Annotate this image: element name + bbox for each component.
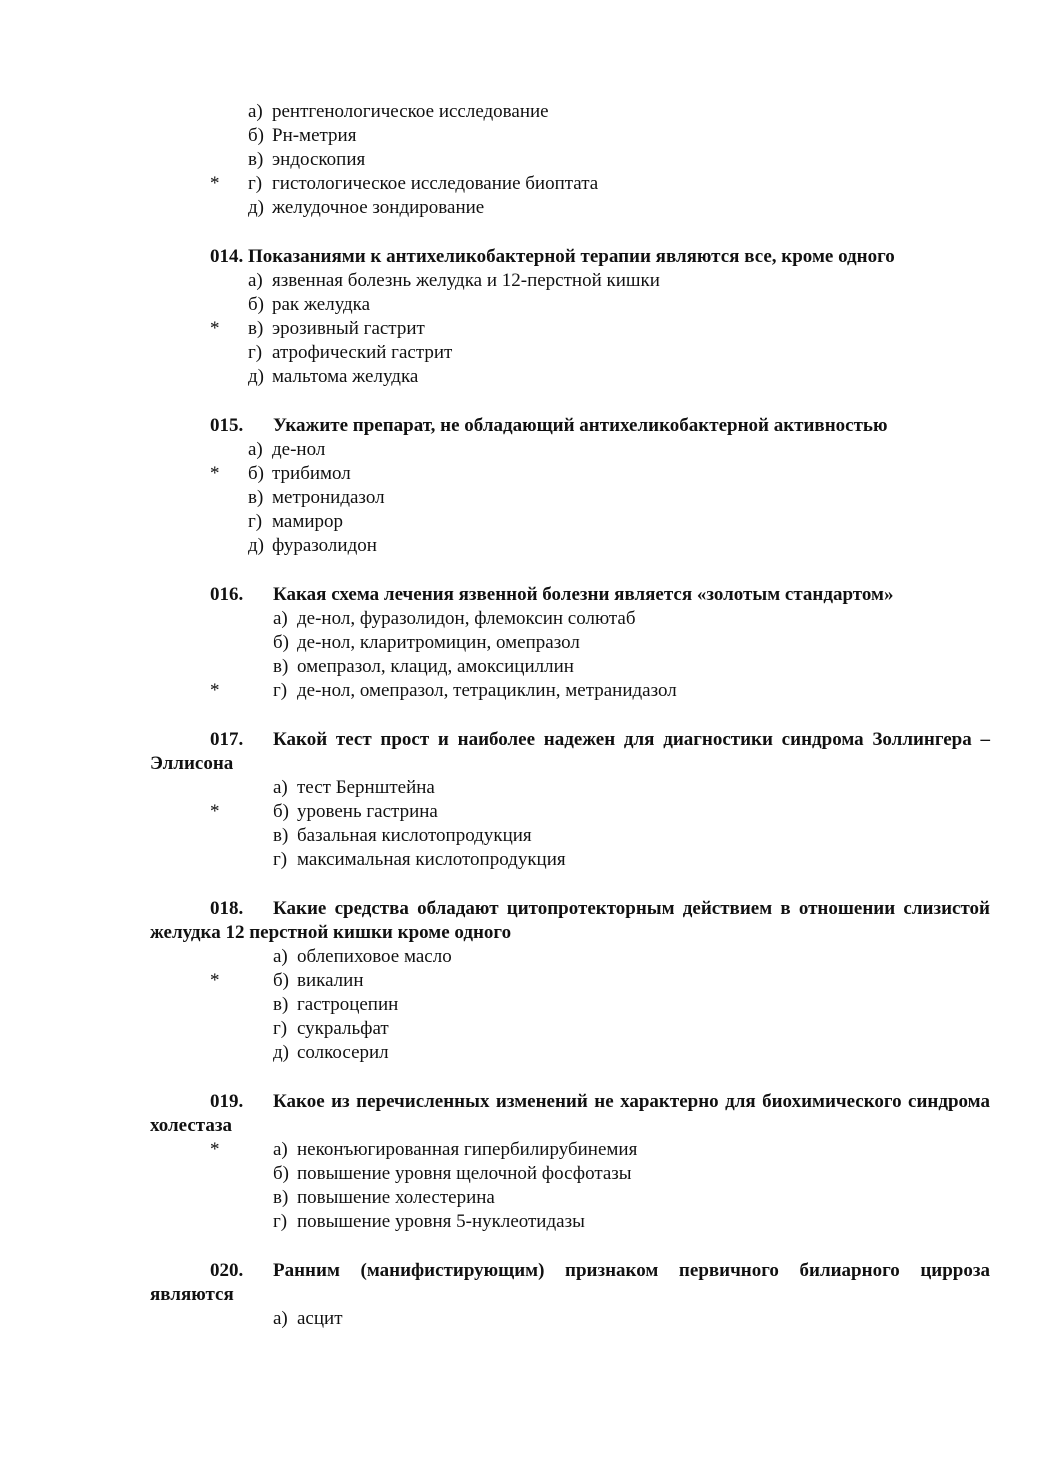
question-heading: 016. Какая схема лечения язвенной болезни является «золотым стандартом»	[210, 584, 894, 605]
answer-option: в) гастроцепин	[273, 994, 399, 1015]
answer-option: в) эрозивный гастрит	[248, 318, 425, 339]
answer-option: а) рентгенологическое исследование	[248, 101, 549, 122]
answer-option: б) рак желудка	[248, 294, 371, 315]
correct-answer-marker: *	[210, 970, 220, 991]
question-heading: 018. Какие средства обладают цитопротекторным действием в отношении слизистой желудка 12 перстной кишки кроме одного	[150, 898, 990, 943]
answer-option: б) викалин	[273, 970, 364, 991]
correct-answer-marker: *	[210, 318, 220, 339]
answer-option: в) метронидазол	[248, 487, 385, 508]
answer-option: б) повышение уровня щелочной фосфотазы	[273, 1163, 632, 1184]
answer-option: а) де-нол	[248, 439, 326, 460]
answer-option: д) желудочное зондирование	[248, 197, 485, 218]
correct-answer-marker: *	[210, 463, 220, 484]
answer-option: б) де-нол, кларитромицин, омепразол	[273, 632, 580, 653]
answer-option: в) омепразол, клацид, амоксициллин	[273, 656, 574, 677]
answer-option: г) сукральфат	[273, 1018, 389, 1039]
answer-option: а) тест Бернштейна	[273, 777, 435, 798]
answer-option: б) Рн-метрия	[248, 125, 357, 146]
answer-option: в) эндоскопия	[248, 149, 366, 170]
answer-option: а) де-нол, фуразолидон, флемоксин солютаб	[273, 608, 636, 629]
correct-answer-marker: *	[210, 680, 220, 701]
answer-option: б) трибимол	[248, 463, 351, 484]
answer-option: г) гистологическое исследование биоптата	[248, 173, 599, 194]
answer-option: а) облепиховое масло	[273, 946, 452, 967]
correct-answer-marker: *	[210, 801, 220, 822]
question-heading: 019. Какое из перечисленных изменений не характерно для биохимического синдрома холестаза	[150, 1091, 990, 1136]
answer-option: г) де-нол, омепразол, тетрациклин, метранидазол	[273, 680, 677, 701]
answer-option: д) фуразолидон	[248, 535, 377, 556]
answer-option: д) мальтома желудка	[248, 366, 419, 387]
correct-answer-marker: *	[210, 1139, 220, 1160]
question-heading: 015. Укажите препарат, не обладающий антихеликобактерной активностью	[210, 415, 888, 436]
answer-option: а) неконъюгированная гипербилирубинемия	[273, 1139, 638, 1160]
question-heading: 014. Показаниями к антихеликобактерной терапии являются все, кроме одного	[210, 246, 895, 267]
answer-option: б) уровень гастрина	[273, 801, 438, 822]
answer-option: а) асцит	[273, 1308, 343, 1329]
answer-option: в) повышение холестерина	[273, 1187, 495, 1208]
answer-option: а) язвенная болезнь желудка и 12-перстной кишки	[248, 270, 660, 291]
correct-answer-marker: *	[210, 173, 220, 194]
answer-option: в) базальная кислотопродукция	[273, 825, 532, 846]
answer-option: д) солкосерил	[273, 1042, 389, 1063]
question-heading: 017. Какой тест прост и наиболее надежен для диагностики синдрома Золлингера – Эллисона	[150, 729, 990, 774]
answer-option: г) атрофический гастрит	[248, 342, 453, 363]
answer-option: г) повышение уровня 5-нуклеотидазы	[273, 1211, 585, 1232]
question-heading: 020. Ранним (манифистирующим) признаком первичного билиарного цирроза являются	[150, 1260, 990, 1305]
answer-option: г) мамирор	[248, 511, 344, 532]
answer-option: г) максимальная кислотопродукция	[273, 849, 566, 870]
